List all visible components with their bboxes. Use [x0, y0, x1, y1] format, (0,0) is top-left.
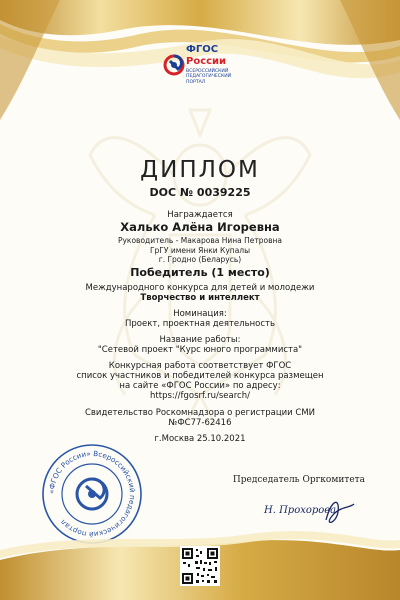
place: Победитель (1 место) — [130, 266, 270, 279]
svg-text:Н. Прохорова: Н. Прохорова — [264, 505, 337, 516]
chair-label: Председатель Оргкомитета — [232, 475, 365, 485]
compliance-line-2: список участников и победителей конкурса размещен — [76, 371, 324, 381]
work-title: "Сетевой проект "Курс юного программиста" — [97, 345, 303, 355]
logo-line3: ВСЕРОССИЙСКИЙ ПЕДАГОГИЧЕСКИЙ ПОРТАЛ — [186, 69, 232, 85]
contest-name: Творчество и интеллект — [140, 293, 260, 303]
supervisor: Руководитель - Макарова Нина Петровна — [117, 236, 283, 245]
issue-place-date: г.Москва 25.10.2021 — [154, 434, 246, 444]
compliance-line-3: на сайте «ФГОС России» по адресу: — [119, 381, 281, 391]
qr-code-icon[interactable] — [180, 546, 220, 586]
compliance-line-1: Конкурсная работа соответствует ФГОС — [108, 361, 292, 371]
work-label: Название работы: — [159, 335, 241, 345]
media-certificate-line: Свидетельство Роскомнадзора о регистрации СМИ — [84, 408, 316, 418]
diploma-title: ДИПЛОМ — [140, 157, 260, 183]
nomination-value: Проект, проектная деятельность — [125, 319, 275, 329]
logo-line1: ФГОС — [186, 44, 219, 55]
results-url: https://fgosrf.ru/search/ — [150, 391, 250, 401]
media-certificate-number: №ФС77-62416 — [168, 418, 232, 428]
fgos-logo-icon — [162, 50, 186, 80]
awarded-label: Награждается — [167, 210, 233, 220]
fgos-logo — [162, 42, 240, 98]
seal-text: «ФГОС России» Всероссийский педагогический портал — [46, 448, 138, 540]
winner-name: Халько Алёна Игоревна — [120, 220, 280, 234]
logo-line2: России — [186, 56, 227, 67]
city: г. Гродно (Беларусь) — [158, 255, 242, 264]
contest-description: Международного конкурса для детей и молодежи — [85, 283, 315, 293]
nomination-label: Номинация: — [173, 309, 227, 319]
seal-center-logo-icon — [77, 479, 107, 509]
school: ГрГУ имени Янки Купалы — [149, 246, 251, 255]
doc-number: DOC № 0039225 — [149, 186, 251, 199]
